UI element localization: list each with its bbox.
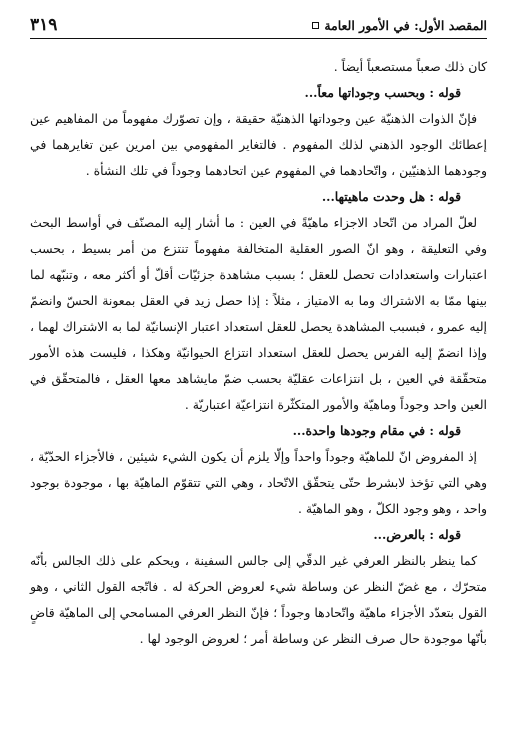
continuation-line: كان ذلك صعباً مستصعباً أيضاً . — [333, 59, 487, 74]
paragraph: إذ المفروض انّ للماهيّة وجوداً واحداً وإلّا يلزم أن يكون الشيء شيئين ، فالأجزاء الحدّيّة ، وهي التي تؤخذ لابشرط حتّى يتحقّق الاتّحاد ، وهي التي تتقوّم الماهيّة بها ، موجودة بوجود واحد ، وهو وجود الكلّ ، وهو الماهيّة . — [30, 449, 487, 516]
quote-heading: قوله : هل وحدت ماهيتها... — [321, 189, 461, 204]
paragraph: لعلّ المراد من اتّحاد الاجزاء ماهيّةً في العين : ما أشار إليه المصنّف في أواسط البحث وفي التعليقة ، وهو انّ الصور العقلية المتخالفة مفهوماً تنتزع من أمر بسيط ، بحسب اعتبارات واستعدادات تحصل للعقل ؛ بسبب مشاهدة جزئيّات أقلّ أو أكثر معه ، وتنبّهه لما بينها ممّا به الاشتراك وما به الامتياز ، مثلاً : إذا حصل زيد في العقل بمعونة الحسّ وانضمّ إليه عمرو ، فبسبب المشاهدة يحصل للعقل استعداد اعتبار الإنسانيّة لما به الاشتراك لهما ، وإذا انضمّ إليه الفرس يحصل للعقل استعداد انتزاع الحيوانيّة وهكذا ، فليست هذه الأمور متحقّقة في العين ، بل انتزاعات عقليّة بحسب ضمّ مايشاهد معها العقل ، فالمتحقّق في العين واحد وجوداً وماهيّة والأمور المتكثّرة انتزاعيّة اعتباريّة . — [30, 215, 487, 412]
header-title-group — [312, 18, 487, 33]
paragraph: فإنّ الذوات الذهنيّة عين وجوداتها الذهنيّة حقيقة ، وإن تصوّرك مفهوماً من المفاهيم عين إعطائك الوجود الذهني لذلك المفهوم . فالتغاير المفهومي بين امرين عين تغايرهما في وجودهما الذهنيّين ، واتّحادهما في المفهوم عين اتحادهما وجوداً في تلك النشأة . — [30, 111, 487, 178]
page-number: ٣١٩ — [30, 15, 58, 35]
quote-heading: قوله : وبحسب وجوداتها معاً... — [304, 85, 461, 100]
quote-heading: قوله : بالعرض... — [373, 527, 461, 542]
running-header — [30, 12, 487, 39]
quote-heading: قوله : في مقام وجودها واحدة... — [292, 423, 461, 438]
paragraph: كما ينظر بالنظر العرفي غير الدقّي إلى جالس السفينة ، ويحكم على ذلك الجالس بأنّه متحرّك ، مع غضّ النظر عن وساطة شيء لعروض الحركة له . فاتّجه القول الثاني ، وهو القول بتعدّد الأجزاء ماهيّة واتّحادها وجوداً ؛ فإنّ النظر العرفي المسامحي إلى الماهيّة قاضٍ بأنّها موجودة حال صرف النظر عن وساطة أمر ؛ لعروض الوجود لها . — [30, 553, 487, 646]
chapter-title: المقصد الأول: في الأمور العامة — [324, 17, 487, 33]
page-body — [30, 54, 487, 652]
separator-square-icon — [312, 22, 319, 29]
